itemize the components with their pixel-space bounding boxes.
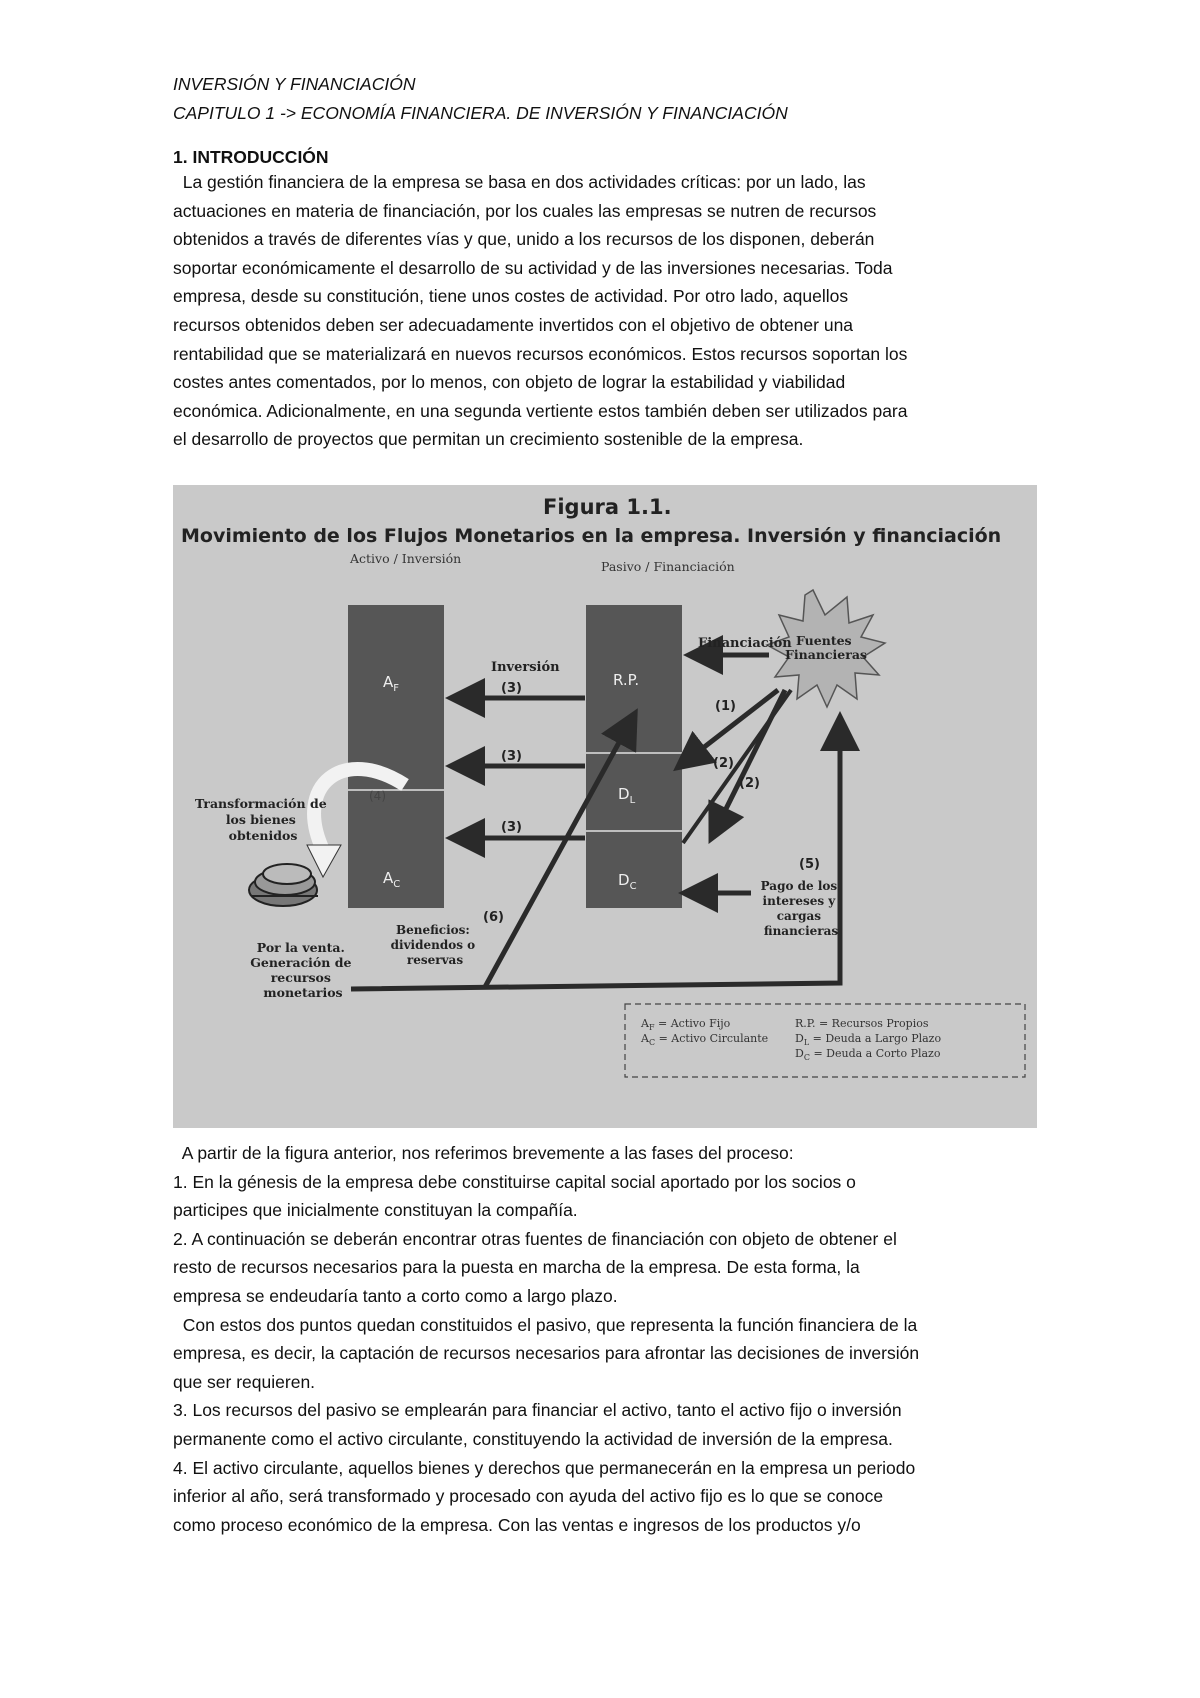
label-2a: (2): [713, 756, 734, 771]
ac-label: $A_C$: [383, 869, 401, 890]
label-1: (1): [715, 699, 736, 714]
activo-column: [348, 605, 444, 908]
text-line: el desarrollo de proyectos que permitan un crecimiento sostenible de la empresa.: [173, 429, 804, 450]
legend-dl: $D_L$ = Deuda a Largo Plazo: [795, 1032, 942, 1047]
text-line: empresa se endeudaría tanto a corto como a largo plazo.: [173, 1285, 618, 1306]
label-3b: (3): [501, 749, 522, 764]
arrow-deuda-corto-2: [683, 690, 791, 843]
label-pago: Pago de los intereses y cargas financieras: [760, 879, 839, 938]
legend-af: $A_F$ = Activo Fijo: [641, 1017, 731, 1032]
text-line: resto de recursos necesarios para la puesta en marcha de la empresa. De esta forma, la: [173, 1257, 860, 1278]
text-line: empresa, es decir, la captación de recursos necesarios para afrontar las decisiones de inversión: [173, 1343, 920, 1364]
intro-paragraph: [173, 168, 1053, 454]
body-paragraphs: [173, 1139, 1053, 1539]
dc-label: $D_C$: [618, 871, 637, 892]
label-6: (6): [483, 910, 504, 925]
af-label: $A_F$: [383, 673, 400, 694]
legend-dc: $D_C$ = Deuda a Corto Plazo: [795, 1047, 941, 1062]
text-line: 3. Los recursos del pasivo se emplearán para financiar el activo, tanto el activo fijo o inversión: [173, 1400, 902, 1421]
legend-ac: $A_C$ = Activo Circulante: [641, 1032, 769, 1047]
text-line: que ser requieren.: [173, 1371, 316, 1392]
label-5: (5): [799, 857, 820, 872]
label-financiacion: Financiación: [698, 636, 792, 651]
fuentes-label: Fuentes Financieras: [785, 633, 867, 662]
text-line: 1. En la génesis de la empresa debe constituirse capital social aportado por los socios o: [173, 1171, 856, 1192]
text-line: costes antes comentados, por lo menos, con objeto de lograr la estabilidad y viabilidad: [173, 372, 846, 393]
chapter-title: CAPITULO 1 -> ECONOMÍA FINANCIERA. DE INVERSIÓN Y FINANCIACIÓN: [173, 103, 788, 123]
text-line: 2. A continuación se deberán encontrar otras fuentes de financiación con objeto de obtener el: [173, 1228, 897, 1249]
flow-diagram: [173, 485, 1037, 1128]
text-line: obtenidos a través de diferentes vías y que, unido a los recursos de los disponen, deberán: [173, 229, 875, 250]
label-inversion: Inversión: [491, 660, 560, 675]
text-line: como proceso económico de la empresa. Con las ventas e ingresos de los productos y/o: [173, 1514, 861, 1535]
legend-rp: R.P. = Recursos Propios: [795, 1017, 929, 1030]
document-title: INVERSIÓN Y FINANCIACIÓN: [173, 74, 416, 94]
text-line: económica. Adicionalmente, en una segunda vertiente estos también deben ser utilizados para: [173, 400, 908, 421]
text-line: soportar económicamente el desarrollo de su actividad y de las inversiones necesarias. Toda: [173, 257, 893, 278]
column-label-pasivo: Pasivo / Financiación: [601, 559, 735, 574]
text-line: inferior al año, será transformado y procesado con ayuda del activo fijo es lo que se conoce: [173, 1486, 884, 1507]
text-line: recursos obtenidos deben ser adecuadamente invertidos con el objetivo de obtener una: [173, 314, 854, 335]
label-3c: (3): [501, 820, 522, 835]
dl-label: $D_L$: [618, 785, 636, 806]
text-line: rentabilidad que se materializará en nuevos recursos económicos. Estos recursos soportan los: [173, 343, 908, 364]
label-3a: (3): [501, 681, 522, 696]
pasivo-column: [586, 605, 682, 908]
text-line: actuaciones en materia de financiación, por los cuales las empresas se nutren de recursos: [173, 200, 877, 221]
text-line: A partir de la figura anterior, nos referimos brevemente a las fases del proceso:: [173, 1143, 794, 1163]
figure-title: Movimiento de los Flujos Monetarios en la empresa. Inversión y financiación: [181, 525, 1002, 547]
label-transformacion: Transformación de los bienes obtenidos: [194, 796, 327, 843]
label-beneficios: Beneficios: dividendos o reservas: [390, 923, 476, 967]
rp-label: R.P.: [613, 671, 640, 689]
label-4: (4): [369, 789, 386, 803]
text-line: 4. El activo circulante, aquellos bienes y derechos que permanecerán en la empresa un periodo: [173, 1457, 916, 1478]
text-line: Con estos dos puntos quedan constituidos el pasivo, que representa la función financiera de la: [173, 1314, 918, 1335]
text-line: empresa, desde su constitución, tiene unos costes de actividad. Por otro lado, aquellos: [173, 286, 849, 307]
section-heading: 1. INTRODUCCIÓN: [173, 147, 329, 167]
text-line: La gestión financiera de la empresa se basa en dos actividades críticas: por un lado, las: [173, 172, 866, 192]
label-2b: (2): [739, 776, 760, 791]
figure-1-1: [173, 485, 1037, 1128]
column-label-activo: Activo / Inversión: [350, 551, 462, 566]
text-line: permanente como el activo circulante, constituyendo la actividad de inversión de la empresa.: [173, 1428, 893, 1449]
coins-icon: [249, 864, 318, 906]
transformation-arrowhead: [307, 845, 341, 877]
text-line: participes que inicialmente constituyan la compañía.: [173, 1200, 578, 1221]
figure-number: Figura 1.1.: [543, 495, 672, 519]
label-venta: Por la venta. Generación de recursos monetarios: [250, 940, 352, 1000]
